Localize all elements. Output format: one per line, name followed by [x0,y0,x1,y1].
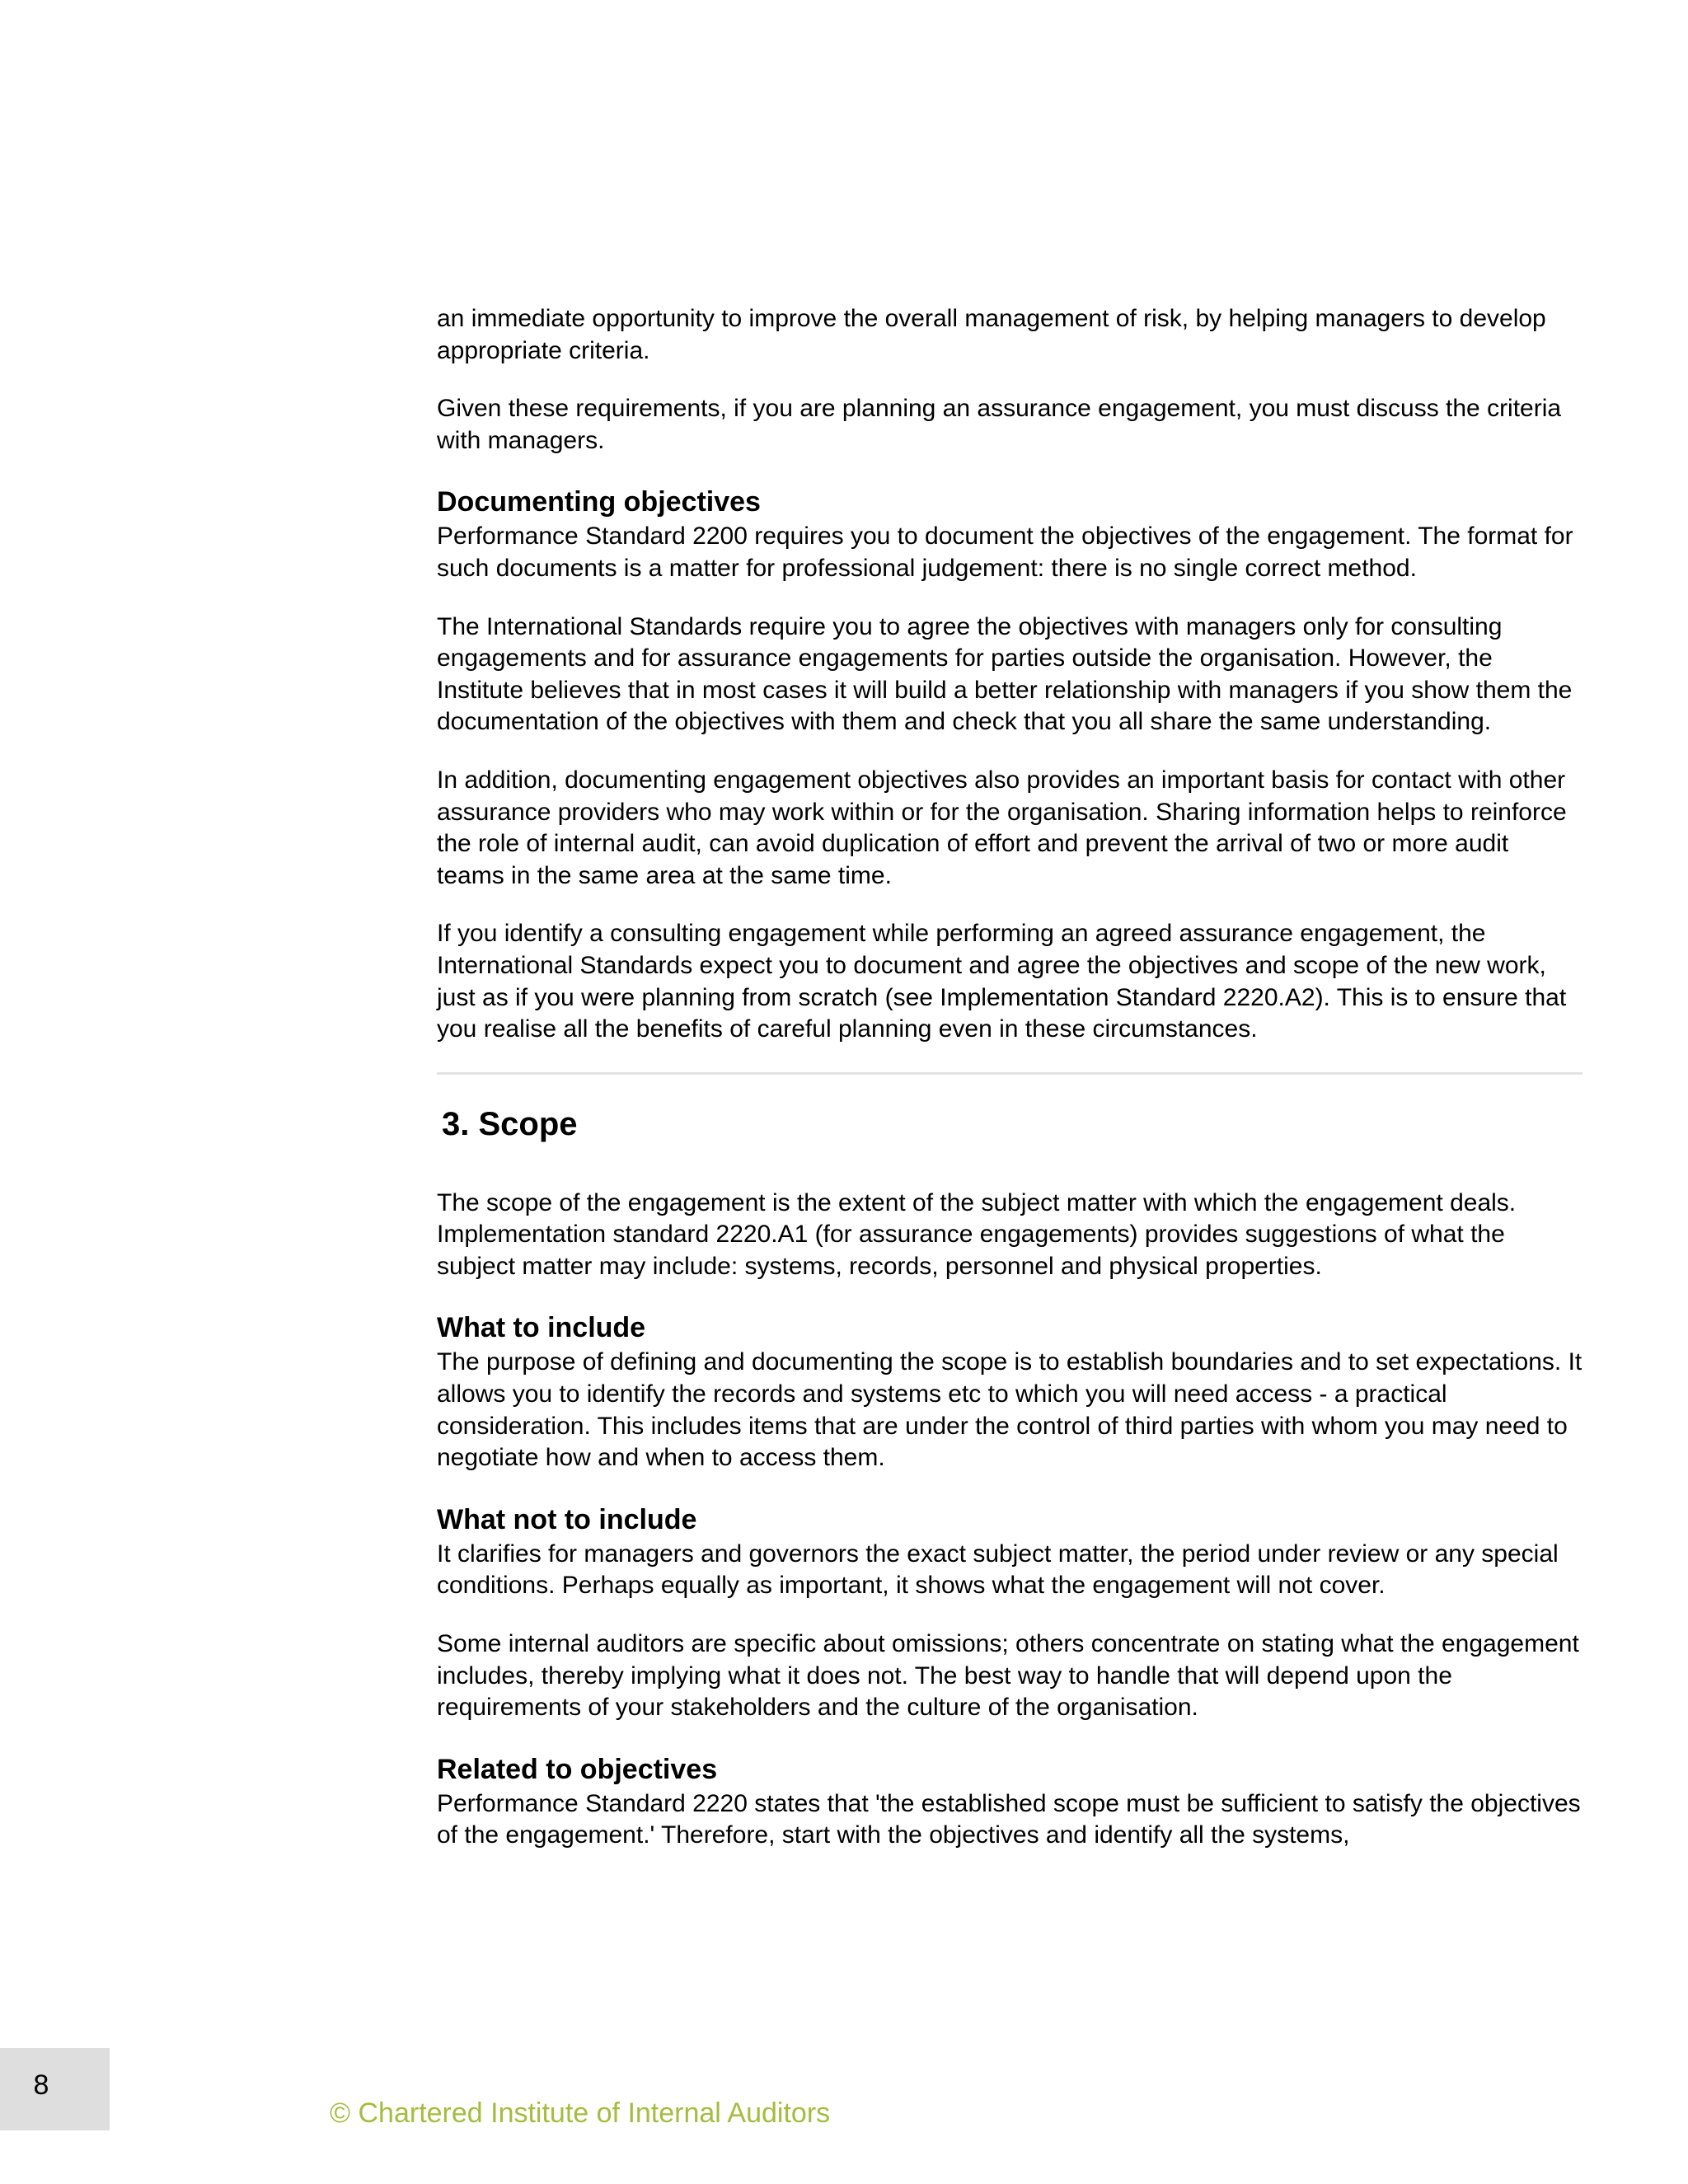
section-heading-scope: 3. Scope [442,1105,578,1142]
paragraph: It clarifies for managers and governors the exact subject matter, the period under review or any special conditions. Perhaps equally as important, it shows what the engagement will not cover. [437,1540,1559,1600]
paragraph: The scope of the engagement is the extent of the subject matter with which the engagement deals. Implementation standard 2220.A1 (for assurance engagements) provides suggestions of what the subject matter may include: systems, records, personnel and physical properties. [437,1188,1517,1280]
subheading-related-to-objectives: Related to objectives [437,1753,718,1785]
section-divider [437,1072,1582,1075]
paragraph: Some internal auditors are specific about omissions; others concentrate on stating what the engagement includes, thereby implying what it does not. The best way to handle that will depend upon the requirements of your stakeholders and the culture of the organisation. [437,1630,1579,1722]
subheading-what-not-to-include: What not to include [437,1503,697,1535]
page-body [437,303,1582,1878]
subheading-documenting-objectives: Documenting objectives [437,486,761,518]
page-number: 8 [33,2069,49,2101]
paragraph: Performance Standard 2220 states that 'the established scope must be sufficient to satisfy the objectives of the engagement.' Therefore, start with the objectives and identify all the systems, [437,1789,1581,1849]
paragraph: Performance Standard 2200 requires you to document the objectives of the engagement. The format for such documents is a matter for professional judgement: there is no single correct method. [437,523,1573,582]
paragraph: The purpose of defining and documenting the scope is to establish boundaries and to set expectations. It allows you to identify the records and systems etc to which you will need access - a practical consideration. This includes items that are under the control of third parties with whom you may need to negotiate how and when to access them. [437,1348,1582,1472]
subheading-what-to-include: What to include [437,1312,646,1344]
paragraph: Given these requirements, if you are planning an assurance engagement, you must discuss the criteria with managers. [437,395,1562,454]
paragraph: In addition, documenting engagement objectives also provides an important basis for contact with other assurance providers who may work within or for the organisation. Sharing information helps to reinforce the role of internal audit, can avoid duplication of effort and prevent the arrival of two or more audit teams in the same area at the same time. [437,766,1567,889]
paragraph: an immediate opportunity to improve the overall management of risk, by helping managers to develop appropriate criteria. [437,305,1546,364]
paragraph: If you identify a consulting engagement while performing an agreed assurance engagement, the International Standards expect you to document and agree the objectives and scope of the new work, just as if you were planning from scratch (see Implementation Standard 2220.A2). This is to ensure that you realise all the benefits of careful planning even in these circumstances. [437,920,1567,1043]
paragraph: The International Standards require you to agree the objectives with managers only for consulting engagements and for assurance engagements for parties outside the organisation. However, the Institute believes that in most cases it will build a better relationship with managers if you show them the documentation of the objectives with them and check that you all share the same understanding. [437,612,1573,736]
footer-copyright: © Chartered Institute of Internal Auditors [330,2097,831,2129]
page-number-box [0,2048,110,2130]
